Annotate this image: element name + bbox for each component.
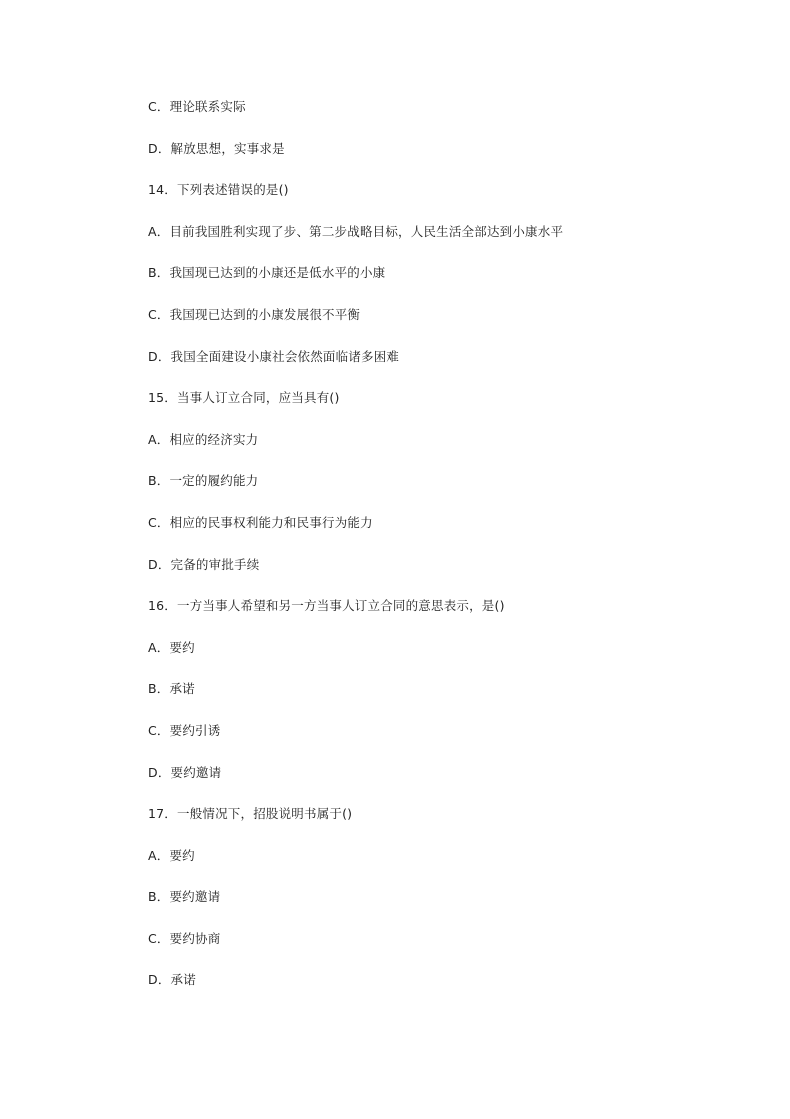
option-d-q15: D．完备的审批手续	[148, 556, 260, 572]
option-c-q15: C．相应的民事权利能力和民事行为能力	[148, 514, 373, 530]
option-c-q13: C．理论联系实际	[148, 99, 246, 114]
question-14: 14．下列表述错误的是()	[148, 182, 289, 198]
question-16: 16．一方当事人希望和另一方当事人订立合同的意思表示，是()	[148, 598, 505, 614]
question-17: 17．一般情况下，招股说明书属于()	[148, 806, 353, 822]
option-b-q15: B．一定的履约能力	[148, 473, 259, 489]
option-d-q14: D．我国全面建设小康社会依然面临诸多困难	[148, 348, 400, 364]
option-c-q16: C．要约引诱	[148, 722, 221, 738]
option-c-q17: C．要约协商	[148, 930, 221, 946]
option-b-q16: B．承诺	[148, 681, 195, 697]
option-d-q13: D．解放思想，实事求是	[148, 140, 285, 156]
option-b-q14: B．我国现已达到的小康还是低水平的小康	[148, 265, 386, 281]
option-d-q16: D．要约邀请	[148, 764, 222, 780]
option-a-q17: A．要约	[148, 847, 195, 863]
option-a-q16: A．要约	[148, 639, 195, 655]
option-d-q17: D．承诺	[148, 972, 196, 988]
option-a-q15: A．相应的经济实力	[148, 431, 259, 447]
option-a-q14: A．目前我国胜利实现了步、第二步战略目标，人民生活全部达到小康水平	[148, 223, 564, 239]
question-list	[148, 97, 748, 1012]
option-b-q17: B．要约邀请	[148, 889, 221, 905]
question-15: 15．当事人订立合同，应当具有()	[148, 390, 340, 406]
option-c-q14: C．我国现已达到的小康发展很不平衡	[148, 306, 361, 322]
